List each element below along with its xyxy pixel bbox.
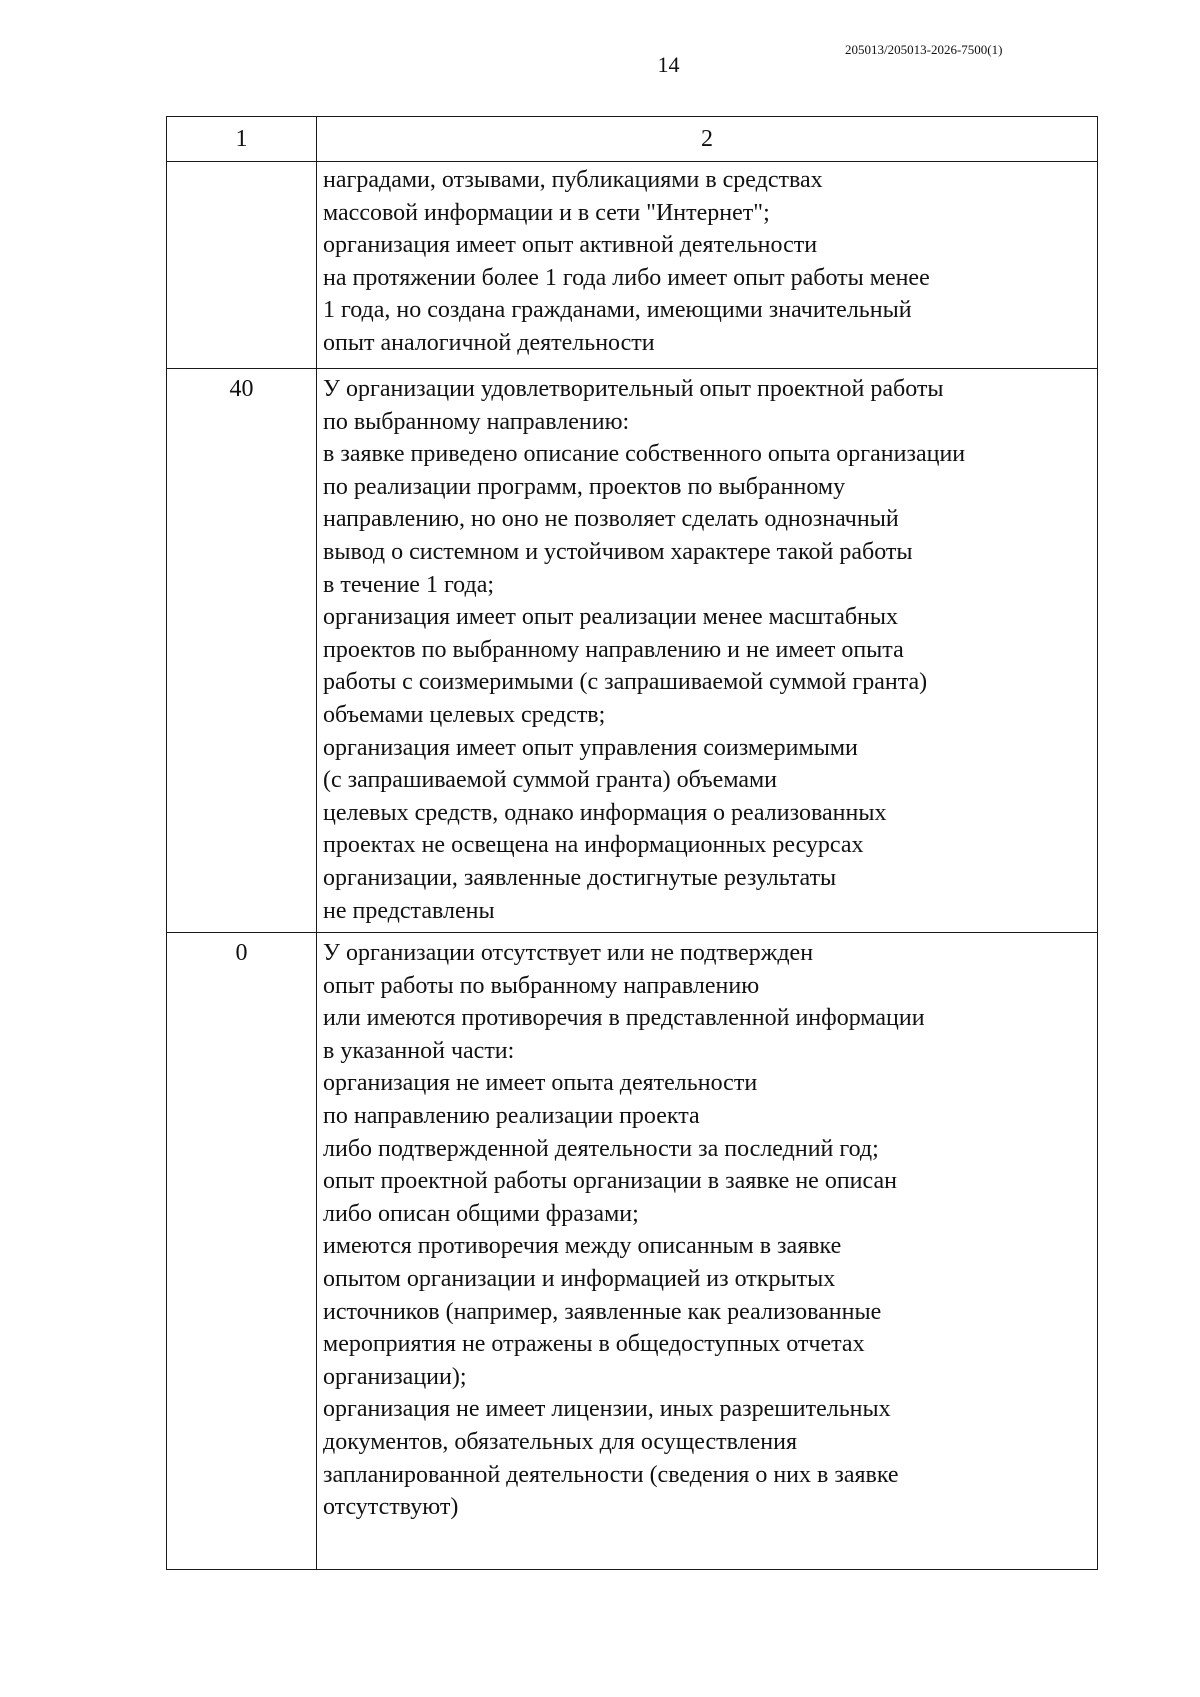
description-line: 1 года, но создана гражданами, имеющими значительный [323, 297, 912, 324]
description-line: массовой информации и в сети "Интернет"; [323, 199, 770, 226]
description-line: организация имеет опыт активной деятельности [323, 232, 818, 259]
description-line: не представлены [323, 897, 495, 924]
description-cell [317, 369, 1098, 933]
description-line: опыт работы по выбранному направлению [323, 972, 760, 999]
description-line: работы с соизмеримыми (с запрашиваемой суммой гранта) [323, 669, 928, 696]
column-header-description: 2 [317, 117, 1098, 162]
score-cell [167, 162, 317, 369]
description-line: вывод о системном и устойчивом характере такой работы [323, 538, 913, 565]
description-line: в заявке приведено описание собственного опыта организации [323, 441, 966, 468]
description-line: опыт проектной работы организации в заявке не описан [323, 1168, 897, 1195]
description-line: организация не имеет опыта деятельности [323, 1070, 758, 1097]
description-line: У организации отсутствует или не подтвержден [323, 940, 814, 966]
description-line: проектов по выбранному направлению и не имеет опыта [323, 636, 904, 663]
description-line: имеются противоречия между описанным в заявке [323, 1233, 842, 1260]
description-line: в течение 1 года; [323, 571, 495, 598]
description-line: наградами, отзывами, публикациями в средствах [323, 167, 823, 193]
table-row [167, 162, 1098, 369]
description-line: на протяжении более 1 года либо имеет опыт работы менее [323, 264, 930, 291]
description-line: (с запрашиваемой суммой гранта) объемами [323, 767, 778, 794]
description-line: организация не имеет лицензии, иных разрешительных [323, 1396, 891, 1423]
description-line: в указанной части: [323, 1037, 515, 1064]
description-line: организация имеет опыт реализации менее масштабных [323, 604, 899, 631]
description-cell [317, 933, 1098, 1570]
table-header-row [167, 117, 1098, 162]
description-line: целевых средств, однако информация о реализованных [323, 799, 887, 826]
description-line: направлению, но оно не позволяет сделать однозначный [323, 506, 899, 533]
description-cell [317, 162, 1098, 369]
description-line: документов, обязательных для осуществления [323, 1428, 797, 1455]
description-line: либо подтвержденной деятельности за последний год; [323, 1135, 879, 1162]
description-line: опыт аналогичной деятельности [323, 329, 655, 356]
description-line: по реализации программ, проектов по выбранному [323, 473, 846, 500]
description-line: либо описан общими фразами; [323, 1200, 639, 1227]
description-line: по выбранному направлению: [323, 408, 630, 435]
description-line: У организации удовлетворительный опыт проектной работы [323, 376, 944, 402]
description-line: организация имеет опыт управления соизмеримыми [323, 734, 858, 761]
document-code: 205013/205013-2026-7500(1) [845, 42, 1003, 57]
page-number: 14 [657, 52, 680, 77]
table-row [167, 369, 1098, 933]
score-cell: 0 [167, 933, 317, 1570]
description-line: по направлению реализации проекта [323, 1102, 700, 1129]
description-line: опытом организации и информацией из открытых [323, 1265, 836, 1292]
description-line: организации); [323, 1363, 467, 1390]
description-line: запланированной деятельности (сведения о них в заявке [323, 1461, 899, 1488]
description-line: отсутствуют) [323, 1494, 459, 1521]
description-line: мероприятия не отражены в общедоступных отчетах [323, 1331, 865, 1358]
description-line: организации, заявленные достигнутые результаты [323, 864, 837, 891]
description-line: или имеются противоречия в представленной информации [323, 1005, 925, 1032]
score-cell: 40 [167, 369, 317, 933]
description-line: объемами целевых средств; [323, 701, 606, 728]
criteria-table [166, 116, 1098, 1570]
column-header-score: 1 [167, 117, 317, 162]
description-line: проектах не освещена на информационных ресурсах [323, 832, 864, 859]
description-line: источников (например, заявленные как реализованные [323, 1298, 882, 1325]
table-row [167, 933, 1098, 1570]
